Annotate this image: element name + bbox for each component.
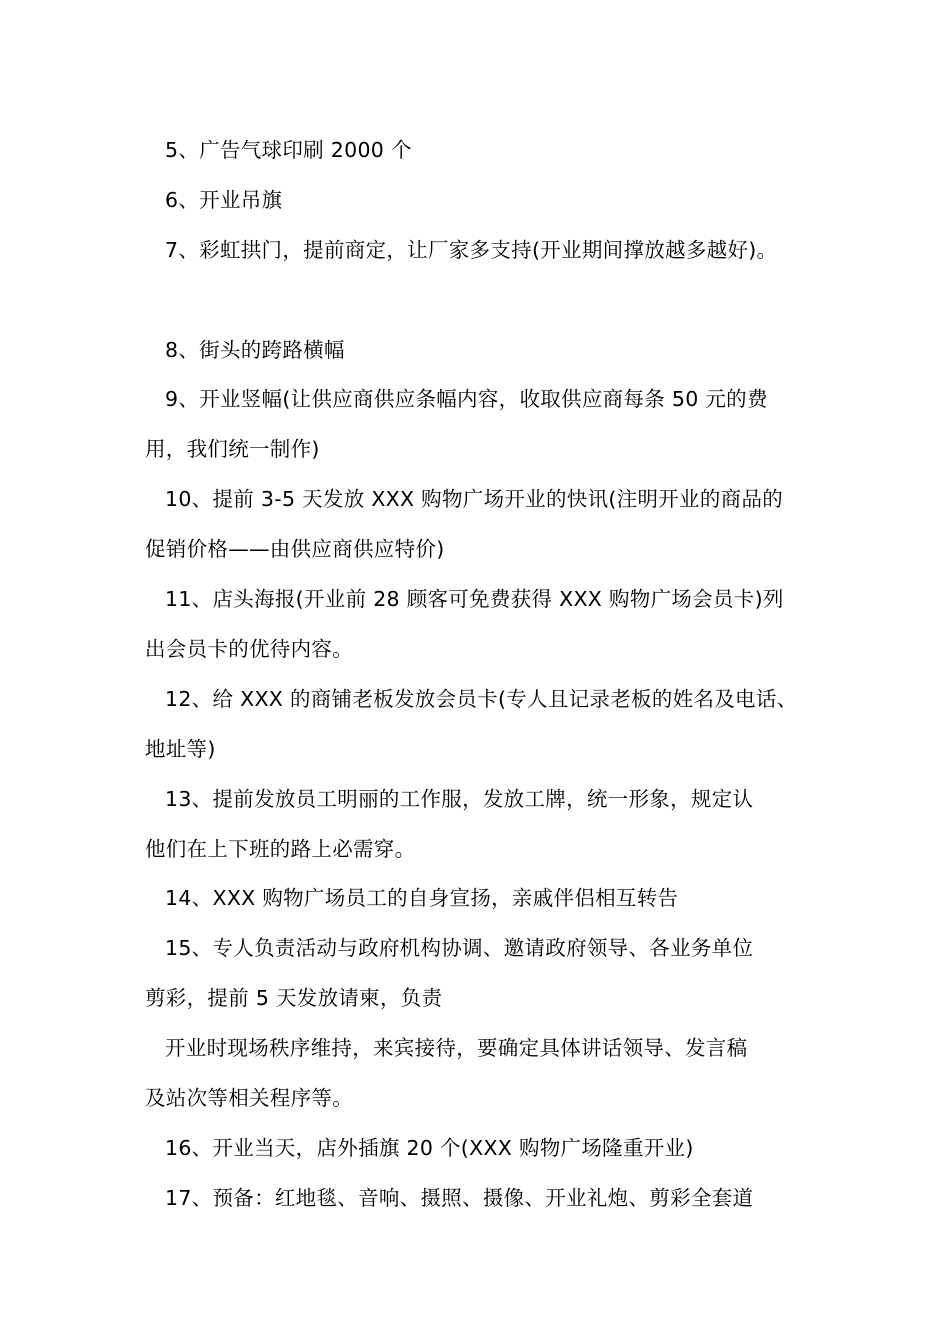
item-5: 5、广告气球印刷 2000 个: [165, 138, 412, 162]
item-8: 8、街头的跨路横幅: [165, 338, 345, 362]
item-10-continued: 促销价格——由供应商供应特价): [145, 537, 445, 561]
item-9: 9、开业竖幅(让供应商供应条幅内容，收取供应商每条 50 元的费: [165, 387, 768, 411]
item-6: 6、开业吊旗: [165, 188, 283, 212]
item-11: 11、店头海报(开业前 28 顾客可免费获得 XXX 购物广场会员卡)列: [165, 587, 784, 611]
item-7: 7、彩虹拱门，提前商定，让厂家多支持(开业期间撑放越多越好)。: [165, 238, 778, 262]
item-16: 16、开业当天，店外插旗 20 个(XXX 购物广场隆重开业): [165, 1136, 694, 1160]
item-14: 14、XXX 购物广场员工的自身宣扬，亲戚伴侣相互转告: [165, 886, 679, 910]
item-15-paragraph: 开业时现场秩序维持，来宾接待，要确定具体讲话领导、发言稿: [165, 1036, 748, 1060]
item-12-continued: 地址等): [145, 737, 216, 761]
item-15-continued: 剪彩，提前 5 天发放请柬，负责: [145, 986, 443, 1010]
item-13: 13、提前发放员工明丽的工作服，发放工牌，统一形象，规定认: [165, 787, 754, 811]
item-17: 17、预备：红地毯、音响、摄照、摄像、开业礼炮、剪彩全套道: [165, 1186, 754, 1210]
item-15: 15、专人负责活动与政府机构协调、邀请政府领导、各业务单位: [165, 936, 754, 960]
item-10: 10、提前 3-5 天发放 XXX 购物广场开业的快讯(注明开业的商品的: [165, 487, 784, 511]
item-15-paragraph-continued: 及站次等相关程序等。: [145, 1086, 353, 1110]
item-13-continued: 他们在上下班的路上必需穿。: [145, 837, 416, 861]
item-9-continued: 用，我们统一制作): [145, 437, 320, 461]
item-12: 12、给 XXX 的商铺老板发放会员卡(专人且记录老板的姓名及电话、: [165, 687, 798, 711]
item-11-continued: 出会员卡的优待内容。: [145, 637, 353, 661]
